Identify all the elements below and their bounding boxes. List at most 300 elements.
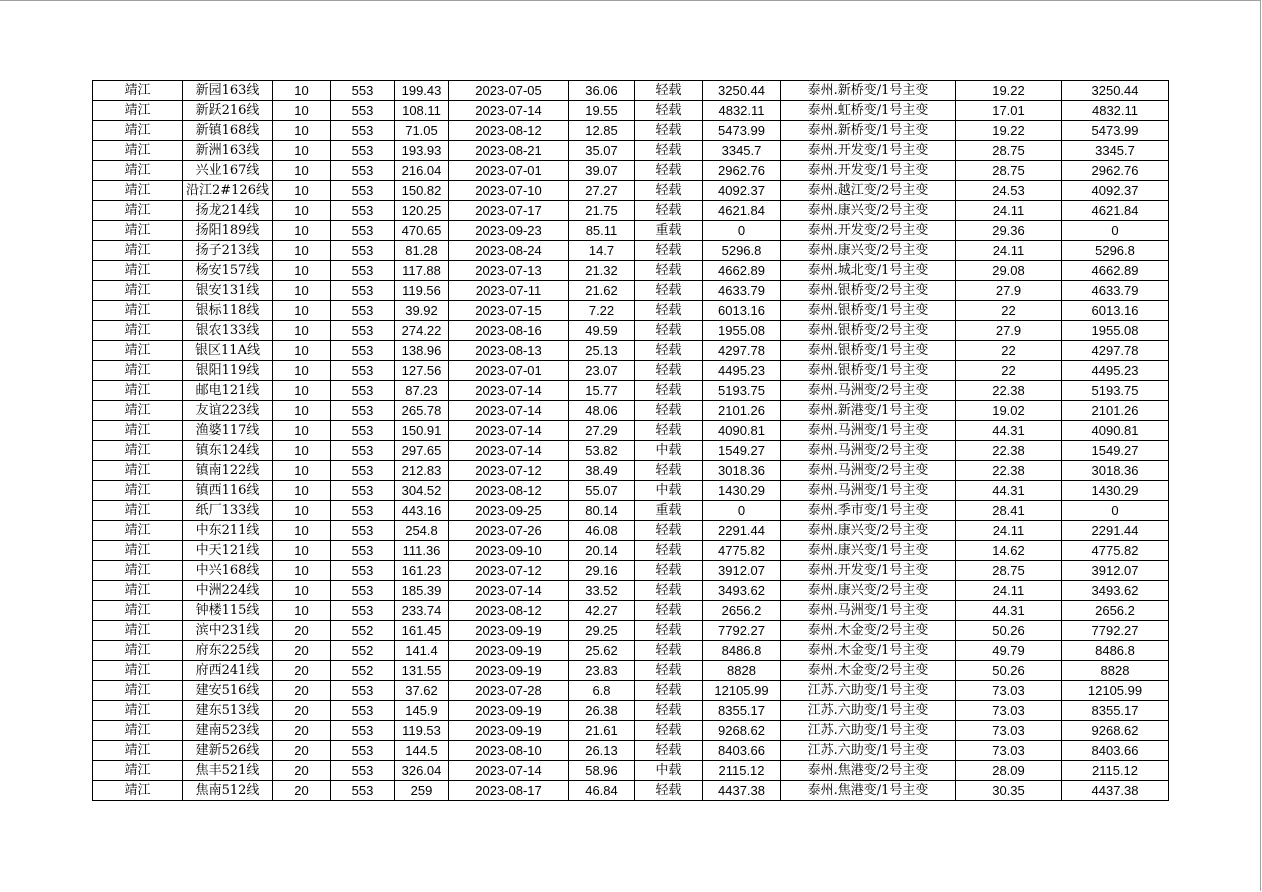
cell-margin: 3018.36 [703, 461, 781, 481]
cell-rate: 21.75 [569, 201, 635, 221]
cell-voltage: 20 [273, 761, 331, 781]
cell-county: 靖江 [93, 521, 183, 541]
cell-date: 2023-07-14 [449, 381, 569, 401]
cell-code: 553 [331, 401, 395, 421]
cell-margin2: 4633.79 [1062, 281, 1169, 301]
cell-trans_rate: 22 [956, 341, 1062, 361]
cell-load: 108.11 [395, 101, 449, 121]
cell-date: 2023-07-13 [449, 261, 569, 281]
cell-level: 轻载 [635, 301, 703, 321]
table-row [93, 321, 1169, 341]
cell-voltage: 10 [273, 541, 331, 561]
table-row [93, 241, 1169, 261]
cell-date: 2023-09-19 [449, 721, 569, 741]
cell-substation: 泰州.银桥变/2号主变 [781, 321, 956, 341]
cell-substation: 泰州.木金变/1号主变 [781, 641, 956, 661]
cell-margin2: 1955.08 [1062, 321, 1169, 341]
cell-voltage: 10 [273, 101, 331, 121]
cell-substation: 泰州.康兴变/2号主变 [781, 581, 956, 601]
cell-margin2: 6013.16 [1062, 301, 1169, 321]
cell-level: 轻载 [635, 421, 703, 441]
table-row [93, 201, 1169, 221]
cell-level: 中载 [635, 441, 703, 461]
cell-line: 银安131线 [183, 281, 273, 301]
cell-code: 553 [331, 741, 395, 761]
cell-county: 靖江 [93, 101, 183, 121]
cell-load: 443.16 [395, 501, 449, 521]
cell-level: 轻载 [635, 81, 703, 101]
cell-code: 553 [331, 721, 395, 741]
cell-level: 重载 [635, 221, 703, 241]
cell-level: 轻载 [635, 741, 703, 761]
cell-voltage: 10 [273, 421, 331, 441]
cell-voltage: 10 [273, 441, 331, 461]
cell-level: 轻载 [635, 581, 703, 601]
cell-margin: 0 [703, 501, 781, 521]
cell-substation: 泰州.银桥变/2号主变 [781, 281, 956, 301]
cell-margin: 1549.27 [703, 441, 781, 461]
cell-line: 扬龙214线 [183, 201, 273, 221]
cell-line: 中洲224线 [183, 581, 273, 601]
cell-level: 轻载 [635, 561, 703, 581]
cell-trans_rate: 28.75 [956, 561, 1062, 581]
cell-level: 轻载 [635, 281, 703, 301]
cell-code: 553 [331, 561, 395, 581]
cell-voltage: 10 [273, 301, 331, 321]
table-row [93, 101, 1169, 121]
table-row [93, 781, 1169, 801]
cell-margin: 3345.7 [703, 141, 781, 161]
cell-county: 靖江 [93, 421, 183, 441]
cell-rate: 80.14 [569, 501, 635, 521]
cell-margin: 8355.17 [703, 701, 781, 721]
cell-code: 553 [331, 221, 395, 241]
cell-margin: 2101.26 [703, 401, 781, 421]
cell-margin: 4297.78 [703, 341, 781, 361]
cell-margin2: 3493.62 [1062, 581, 1169, 601]
cell-margin2: 2115.12 [1062, 761, 1169, 781]
cell-margin2: 4092.37 [1062, 181, 1169, 201]
cell-margin: 4437.38 [703, 781, 781, 801]
cell-voltage: 10 [273, 561, 331, 581]
cell-date: 2023-09-23 [449, 221, 569, 241]
cell-load: 259 [395, 781, 449, 801]
cell-voltage: 10 [273, 601, 331, 621]
cell-county: 靖江 [93, 221, 183, 241]
cell-rate: 58.96 [569, 761, 635, 781]
cell-county: 靖江 [93, 281, 183, 301]
cell-substation: 江苏.六助变/1号主变 [781, 721, 956, 741]
table-row [93, 501, 1169, 521]
cell-load: 145.9 [395, 701, 449, 721]
table-row [93, 661, 1169, 681]
cell-date: 2023-07-10 [449, 181, 569, 201]
cell-date: 2023-07-14 [449, 581, 569, 601]
cell-date: 2023-07-14 [449, 101, 569, 121]
cell-line: 建东513线 [183, 701, 273, 721]
cell-voltage: 10 [273, 501, 331, 521]
cell-level: 轻载 [635, 661, 703, 681]
cell-voltage: 10 [273, 241, 331, 261]
cell-county: 靖江 [93, 681, 183, 701]
cell-load: 117.88 [395, 261, 449, 281]
cell-trans_rate: 22.38 [956, 381, 1062, 401]
cell-line: 银区11A线 [183, 341, 273, 361]
cell-load: 150.82 [395, 181, 449, 201]
cell-load: 161.23 [395, 561, 449, 581]
cell-level: 中载 [635, 761, 703, 781]
cell-level: 轻载 [635, 541, 703, 561]
cell-line: 中东211线 [183, 521, 273, 541]
cell-load: 119.53 [395, 721, 449, 741]
table-row [93, 701, 1169, 721]
cell-rate: 25.13 [569, 341, 635, 361]
cell-code: 553 [331, 181, 395, 201]
cell-county: 靖江 [93, 481, 183, 501]
table-row [93, 261, 1169, 281]
cell-county: 靖江 [93, 401, 183, 421]
cell-rate: 46.84 [569, 781, 635, 801]
cell-load: 161.45 [395, 621, 449, 641]
cell-date: 2023-07-14 [449, 421, 569, 441]
cell-margin2: 8486.8 [1062, 641, 1169, 661]
cell-level: 轻载 [635, 121, 703, 141]
cell-substation: 泰州.银桥变/1号主变 [781, 341, 956, 361]
cell-load: 119.56 [395, 281, 449, 301]
cell-rate: 20.14 [569, 541, 635, 561]
cell-level: 轻载 [635, 141, 703, 161]
cell-date: 2023-09-19 [449, 641, 569, 661]
cell-load: 199.43 [395, 81, 449, 101]
table-row [93, 181, 1169, 201]
cell-trans_rate: 19.02 [956, 401, 1062, 421]
cell-trans_rate: 44.31 [956, 421, 1062, 441]
cell-load: 39.92 [395, 301, 449, 321]
cell-date: 2023-07-14 [449, 441, 569, 461]
cell-margin2: 8828 [1062, 661, 1169, 681]
cell-date: 2023-09-19 [449, 661, 569, 681]
cell-code: 553 [331, 81, 395, 101]
table-row [93, 521, 1169, 541]
cell-substation: 泰州.银桥变/1号主变 [781, 301, 956, 321]
cell-voltage: 20 [273, 621, 331, 641]
cell-margin2: 4297.78 [1062, 341, 1169, 361]
cell-margin: 4090.81 [703, 421, 781, 441]
cell-trans_rate: 29.36 [956, 221, 1062, 241]
cell-level: 重载 [635, 501, 703, 521]
cell-code: 553 [331, 201, 395, 221]
cell-county: 靖江 [93, 81, 183, 101]
cell-county: 靖江 [93, 621, 183, 641]
cell-date: 2023-08-24 [449, 241, 569, 261]
cell-rate: 42.27 [569, 601, 635, 621]
cell-line: 扬阳189线 [183, 221, 273, 241]
cell-level: 轻载 [635, 521, 703, 541]
cell-code: 553 [331, 101, 395, 121]
cell-voltage: 10 [273, 361, 331, 381]
cell-trans_rate: 22 [956, 361, 1062, 381]
cell-date: 2023-09-10 [449, 541, 569, 561]
table-row [93, 681, 1169, 701]
cell-substation: 江苏.六助变/1号主变 [781, 681, 956, 701]
cell-trans_rate: 28.75 [956, 141, 1062, 161]
cell-county: 靖江 [93, 781, 183, 801]
cell-code: 553 [331, 681, 395, 701]
cell-load: 216.04 [395, 161, 449, 181]
cell-code: 553 [331, 321, 395, 341]
cell-substation: 江苏.六助变/1号主变 [781, 741, 956, 761]
cell-county: 靖江 [93, 641, 183, 661]
cell-load: 304.52 [395, 481, 449, 501]
cell-line: 邮电121线 [183, 381, 273, 401]
cell-line: 银农133线 [183, 321, 273, 341]
data-table [92, 80, 1169, 801]
cell-trans_rate: 19.22 [956, 81, 1062, 101]
cell-level: 轻载 [635, 361, 703, 381]
cell-margin: 4633.79 [703, 281, 781, 301]
table-row [93, 561, 1169, 581]
cell-load: 297.65 [395, 441, 449, 461]
cell-line: 新跃216线 [183, 101, 273, 121]
cell-county: 靖江 [93, 241, 183, 261]
cell-margin: 2291.44 [703, 521, 781, 541]
cell-rate: 85.11 [569, 221, 635, 241]
cell-margin: 4832.11 [703, 101, 781, 121]
cell-load: 81.28 [395, 241, 449, 261]
cell-trans_rate: 30.35 [956, 781, 1062, 801]
cell-code: 552 [331, 641, 395, 661]
cell-line: 新镇168线 [183, 121, 273, 141]
cell-rate: 26.13 [569, 741, 635, 761]
cell-load: 265.78 [395, 401, 449, 421]
cell-rate: 6.8 [569, 681, 635, 701]
table-row [93, 541, 1169, 561]
cell-line: 纸厂133线 [183, 501, 273, 521]
cell-margin2: 8355.17 [1062, 701, 1169, 721]
cell-county: 靖江 [93, 301, 183, 321]
cell-date: 2023-07-14 [449, 761, 569, 781]
cell-substation: 泰州.马洲变/1号主变 [781, 481, 956, 501]
cell-level: 轻载 [635, 241, 703, 261]
cell-substation: 泰州.焦港变/1号主变 [781, 781, 956, 801]
cell-load: 131.55 [395, 661, 449, 681]
cell-voltage: 20 [273, 641, 331, 661]
cell-county: 靖江 [93, 581, 183, 601]
cell-line: 兴业167线 [183, 161, 273, 181]
cell-date: 2023-07-28 [449, 681, 569, 701]
cell-trans_rate: 44.31 [956, 481, 1062, 501]
cell-trans_rate: 22 [956, 301, 1062, 321]
table-row [93, 481, 1169, 501]
cell-trans_rate: 28.41 [956, 501, 1062, 521]
cell-margin2: 3345.7 [1062, 141, 1169, 161]
cell-margin2: 2101.26 [1062, 401, 1169, 421]
cell-county: 靖江 [93, 561, 183, 581]
cell-rate: 21.32 [569, 261, 635, 281]
cell-code: 553 [331, 281, 395, 301]
cell-trans_rate: 24.11 [956, 201, 1062, 221]
cell-date: 2023-09-19 [449, 701, 569, 721]
cell-code: 553 [331, 441, 395, 461]
cell-county: 靖江 [93, 121, 183, 141]
cell-level: 轻载 [635, 161, 703, 181]
cell-substation: 泰州.康兴变/1号主变 [781, 541, 956, 561]
cell-rate: 21.61 [569, 721, 635, 741]
cell-load: 71.05 [395, 121, 449, 141]
cell-load: 87.23 [395, 381, 449, 401]
table-row [93, 141, 1169, 161]
cell-date: 2023-07-11 [449, 281, 569, 301]
cell-line: 杨安157线 [183, 261, 273, 281]
cell-trans_rate: 29.08 [956, 261, 1062, 281]
cell-code: 553 [331, 381, 395, 401]
cell-margin2: 1549.27 [1062, 441, 1169, 461]
cell-trans_rate: 24.11 [956, 521, 1062, 541]
cell-county: 靖江 [93, 701, 183, 721]
cell-load: 138.96 [395, 341, 449, 361]
cell-margin: 1430.29 [703, 481, 781, 501]
cell-trans_rate: 28.75 [956, 161, 1062, 181]
cell-substation: 泰州.焦港变/2号主变 [781, 761, 956, 781]
cell-county: 靖江 [93, 761, 183, 781]
cell-rate: 23.07 [569, 361, 635, 381]
cell-voltage: 10 [273, 481, 331, 501]
cell-voltage: 20 [273, 741, 331, 761]
cell-trans_rate: 50.26 [956, 621, 1062, 641]
cell-county: 靖江 [93, 721, 183, 741]
cell-trans_rate: 27.9 [956, 321, 1062, 341]
cell-date: 2023-07-12 [449, 461, 569, 481]
cell-level: 轻载 [635, 201, 703, 221]
cell-substation: 泰州.越江变/2号主变 [781, 181, 956, 201]
cell-margin2: 2962.76 [1062, 161, 1169, 181]
cell-line: 中天121线 [183, 541, 273, 561]
cell-voltage: 20 [273, 661, 331, 681]
cell-margin: 8828 [703, 661, 781, 681]
cell-county: 靖江 [93, 381, 183, 401]
cell-substation: 泰州.虹桥变/1号主变 [781, 101, 956, 121]
cell-margin2: 8403.66 [1062, 741, 1169, 761]
cell-load: 233.74 [395, 601, 449, 621]
cell-margin: 4495.23 [703, 361, 781, 381]
cell-voltage: 20 [273, 701, 331, 721]
cell-rate: 23.83 [569, 661, 635, 681]
cell-line: 焦丰521线 [183, 761, 273, 781]
cell-code: 553 [331, 601, 395, 621]
cell-date: 2023-07-01 [449, 161, 569, 181]
cell-county: 靖江 [93, 201, 183, 221]
table-row [93, 641, 1169, 661]
cell-voltage: 10 [273, 461, 331, 481]
cell-code: 553 [331, 141, 395, 161]
cell-margin: 4621.84 [703, 201, 781, 221]
table-row [93, 741, 1169, 761]
cell-substation: 泰州.马洲变/1号主变 [781, 421, 956, 441]
cell-level: 中载 [635, 481, 703, 501]
cell-margin2: 7792.27 [1062, 621, 1169, 641]
cell-date: 2023-07-26 [449, 521, 569, 541]
cell-line: 建新526线 [183, 741, 273, 761]
cell-code: 553 [331, 581, 395, 601]
cell-margin2: 4437.38 [1062, 781, 1169, 801]
cell-substation: 泰州.新港变/1号主变 [781, 401, 956, 421]
cell-rate: 35.07 [569, 141, 635, 161]
cell-load: 37.62 [395, 681, 449, 701]
cell-code: 553 [331, 421, 395, 441]
cell-line: 府西241线 [183, 661, 273, 681]
cell-county: 靖江 [93, 361, 183, 381]
cell-margin2: 9268.62 [1062, 721, 1169, 741]
cell-margin: 3493.62 [703, 581, 781, 601]
table-row [93, 621, 1169, 641]
cell-margin2: 12105.99 [1062, 681, 1169, 701]
cell-rate: 38.49 [569, 461, 635, 481]
cell-voltage: 10 [273, 381, 331, 401]
cell-county: 靖江 [93, 441, 183, 461]
cell-level: 轻载 [635, 101, 703, 121]
cell-line: 钟楼115线 [183, 601, 273, 621]
cell-trans_rate: 27.9 [956, 281, 1062, 301]
table-row [93, 301, 1169, 321]
cell-line: 建安516线 [183, 681, 273, 701]
cell-load: 127.56 [395, 361, 449, 381]
table-row [93, 361, 1169, 381]
cell-rate: 29.16 [569, 561, 635, 581]
cell-county: 靖江 [93, 461, 183, 481]
cell-code: 553 [331, 521, 395, 541]
cell-margin2: 0 [1062, 221, 1169, 241]
cell-voltage: 10 [273, 281, 331, 301]
table-row [93, 381, 1169, 401]
cell-margin2: 4621.84 [1062, 201, 1169, 221]
cell-line: 镇南122线 [183, 461, 273, 481]
cell-substation: 泰州.木金变/2号主变 [781, 621, 956, 641]
table-row [93, 761, 1169, 781]
cell-substation: 泰州.新桥变/1号主变 [781, 81, 956, 101]
cell-margin2: 4495.23 [1062, 361, 1169, 381]
cell-line: 镇西116线 [183, 481, 273, 501]
cell-margin: 2656.2 [703, 601, 781, 621]
cell-margin2: 1430.29 [1062, 481, 1169, 501]
cell-margin2: 2291.44 [1062, 521, 1169, 541]
cell-level: 轻载 [635, 461, 703, 481]
cell-voltage: 10 [273, 581, 331, 601]
cell-trans_rate: 73.03 [956, 681, 1062, 701]
cell-rate: 49.59 [569, 321, 635, 341]
cell-rate: 12.85 [569, 121, 635, 141]
cell-line: 中兴168线 [183, 561, 273, 581]
cell-margin2: 2656.2 [1062, 601, 1169, 621]
cell-rate: 25.62 [569, 641, 635, 661]
cell-date: 2023-08-10 [449, 741, 569, 761]
cell-level: 轻载 [635, 381, 703, 401]
cell-substation: 泰州.开发变/1号主变 [781, 141, 956, 161]
cell-margin2: 3912.07 [1062, 561, 1169, 581]
cell-rate: 53.82 [569, 441, 635, 461]
cell-margin: 6013.16 [703, 301, 781, 321]
table-row [93, 401, 1169, 421]
cell-margin: 3912.07 [703, 561, 781, 581]
cell-code: 553 [331, 481, 395, 501]
cell-level: 轻载 [635, 401, 703, 421]
table-row [93, 221, 1169, 241]
cell-rate: 7.22 [569, 301, 635, 321]
cell-load: 150.91 [395, 421, 449, 441]
cell-code: 553 [331, 361, 395, 381]
cell-voltage: 20 [273, 721, 331, 741]
cell-voltage: 10 [273, 321, 331, 341]
cell-rate: 26.38 [569, 701, 635, 721]
